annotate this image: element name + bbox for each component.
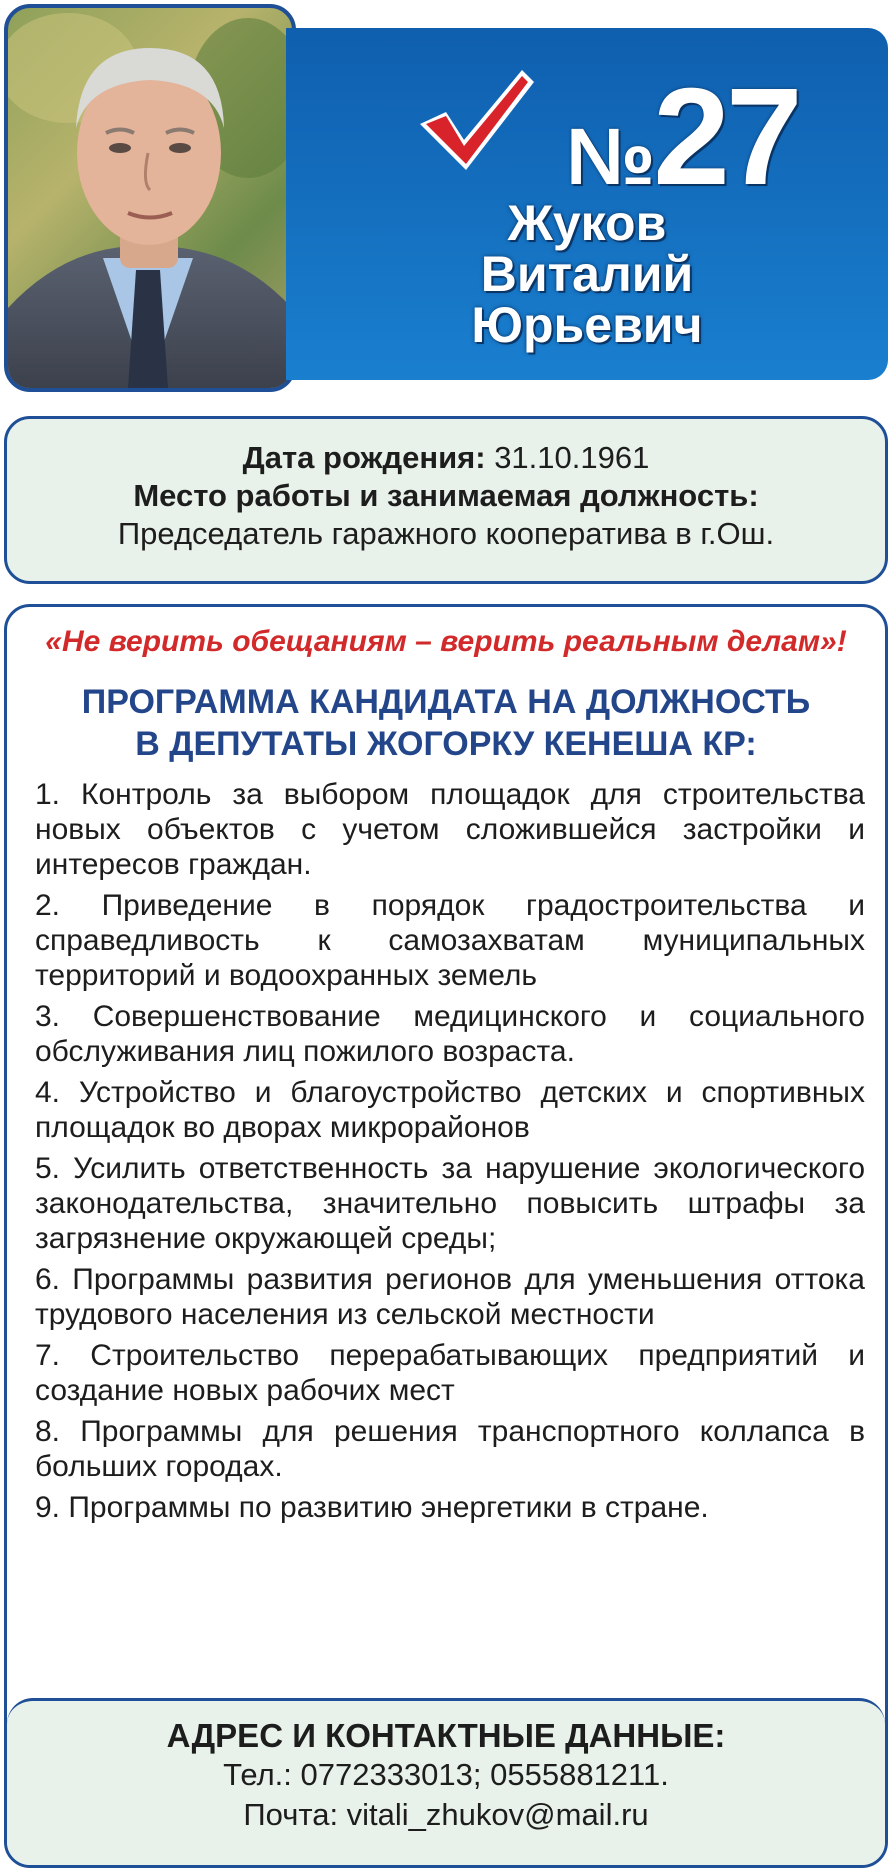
work-value: Председатель гаражного кооператива в г.Ош. [117,516,775,551]
candidate-patronymic: Юрьевич [471,297,703,353]
program-item: 3. Совершенствование медицинского и социального обслуживания лиц пожилого возраста. [35,1000,865,1068]
contact-phone: Тел.: 0772333013; 0555881211. [223,1757,669,1792]
work-label: Место работы и занимаемая должность: [133,478,759,513]
birth-date-line [7,439,885,477]
checkmark-icon [416,66,536,176]
program-item: 8. Программы для решения транспортного коллапса в больших городах. [35,1415,865,1483]
program-panel [4,604,888,1868]
birth-date-value: 31.10.1961 [485,440,650,475]
program-item: 7. Строительство перерабатывающих предприятий и создание новых рабочих мест [35,1339,865,1407]
candidate-header [286,28,888,380]
program-title [7,681,885,765]
candidate-portrait-image [8,8,292,388]
program-item: 9. Программы по развитию энергетики в стране. [35,1491,709,1524]
program-item: 1. Контроль за выбором площадок для строительства новых объектов с учетом сложившейся застройки и интересов граждан. [35,778,865,881]
program-item: 2. Приведение в порядок градостроительства и справедливость к самозахватам муниципальных территорий и водоохранных земель [35,889,865,992]
candidate-name [286,195,888,353]
candidate-number [566,60,799,214]
contacts-title: АДРЕС И КОНТАКТНЫЕ ДАННЫЕ: [166,1717,726,1754]
candidate-surname: Жуков [507,195,667,251]
candidate-first-name: Виталий [480,246,694,302]
program-item: 6. Программы развития регионов для уменьшения оттока трудового населения из сельской местности [35,1263,865,1331]
program-items [35,777,865,1531]
program-item: 4. Устройство и благоустройство детских и спортивных площадок во дворах микрорайонов [35,1076,865,1144]
program-item: 5. Усилить ответственность за нарушение экологического законодательства, значительно повысить штрафы за загрязнение окружающей среды; [35,1152,865,1255]
info-panel [4,416,888,584]
candidate-photo [4,4,296,392]
number-prefix: № [566,112,654,201]
number-digits: 27 [653,60,799,214]
contact-email: Почта: vitali_zhukov@mail.ru [243,1797,649,1832]
contacts-panel [7,1698,885,1865]
birth-date-label: Дата рождения: [242,440,486,475]
program-title-line-2: В ДЕПУТАТЫ ЖОГОРКУ КЕНЕША КР: [135,725,757,763]
program-title-line-1: ПРОГРАММА КАНДИДАТА НА ДОЛЖНОСТЬ [81,683,811,721]
slogan: «Не верить обещаниям – верить реальным делам»! [45,625,847,658]
